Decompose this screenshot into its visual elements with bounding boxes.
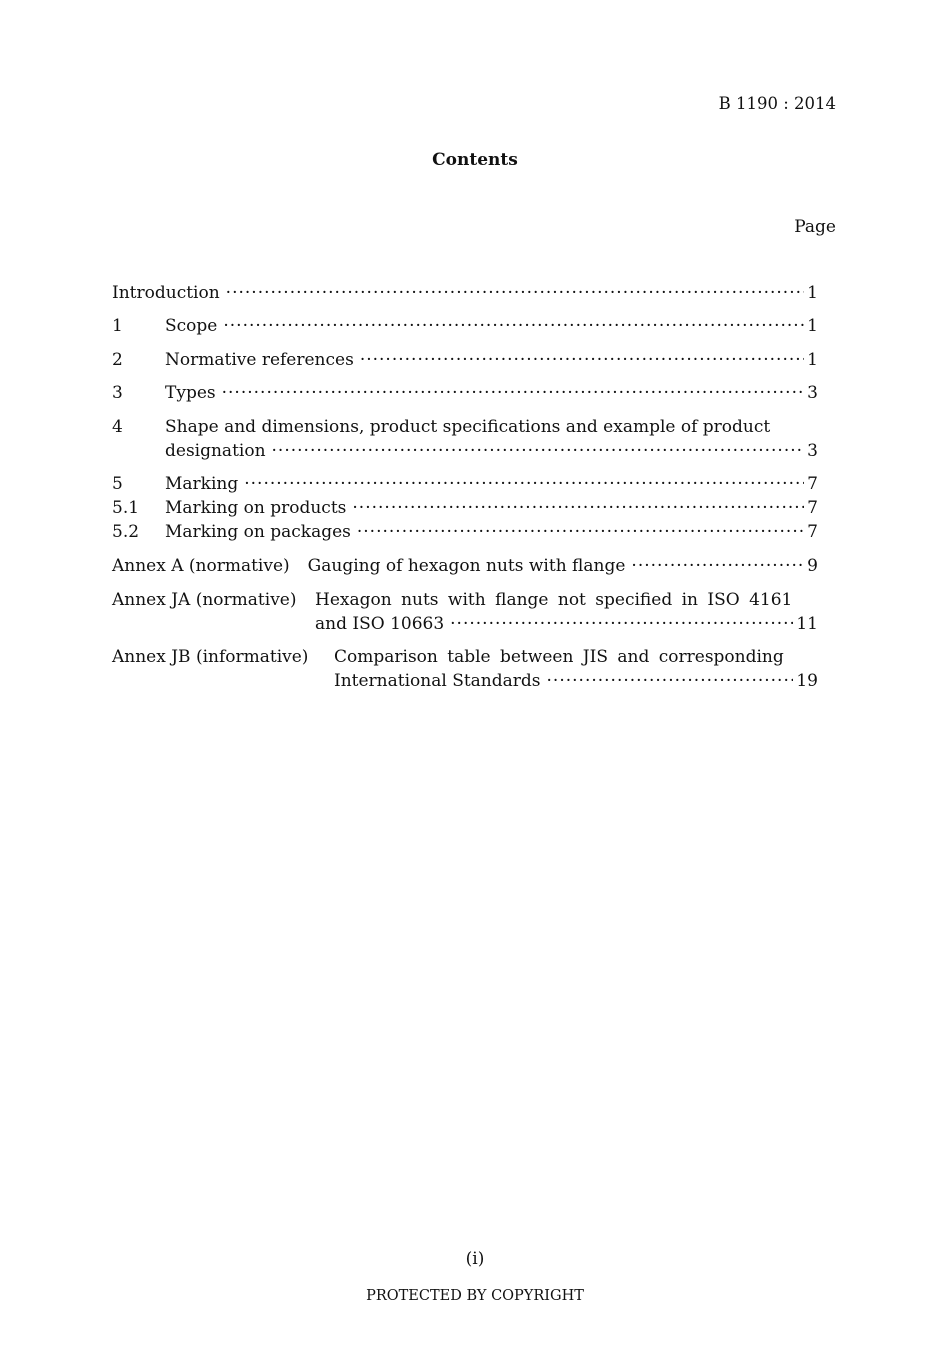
toc-entry-shape-dimensions[interactable] bbox=[112, 417, 818, 437]
toc-label-line2: and ISO 10663 bbox=[315, 614, 445, 634]
toc-label: Marking bbox=[165, 474, 239, 494]
toc-leader-dots bbox=[244, 474, 804, 494]
toc-section-number: 2 bbox=[112, 350, 123, 370]
toc-page-number: 3 bbox=[807, 441, 818, 461]
toc-entry-annex-ja[interactable] bbox=[112, 590, 818, 610]
toc-entry-introduction[interactable] bbox=[112, 283, 818, 303]
toc-label-line2: International Standards bbox=[334, 671, 541, 691]
toc-label: Scope bbox=[165, 316, 218, 336]
toc-section-number: 3 bbox=[112, 383, 123, 403]
toc-entry-annex-ja-cont[interactable] bbox=[315, 614, 818, 634]
toc-entry-annex-jb[interactable] bbox=[112, 647, 818, 667]
toc-label: Marking on products bbox=[165, 498, 347, 518]
toc-entry-marking-on-packages[interactable] bbox=[112, 522, 818, 542]
toc-label-line1: Comparison table between JIS and corresponding bbox=[334, 647, 784, 667]
page-number: (i) bbox=[465, 1249, 485, 1269]
toc-leader-dots bbox=[360, 350, 804, 370]
toc-label: Marking on packages bbox=[165, 522, 351, 542]
toc-annex-prefix: Annex A (normative) bbox=[112, 556, 290, 576]
toc-page-number: 11 bbox=[796, 614, 818, 634]
toc-leader-dots bbox=[272, 441, 805, 461]
toc-leader-dots bbox=[226, 283, 805, 303]
toc-leader-dots bbox=[223, 316, 804, 336]
toc-page-number: 1 bbox=[807, 283, 818, 303]
page-column-label: Page bbox=[794, 217, 836, 237]
toc-section-number: 4 bbox=[112, 417, 123, 437]
toc-leader-dots bbox=[631, 556, 804, 576]
toc-label: Gauging of hexagon nuts with flange bbox=[307, 556, 626, 576]
toc-entry-marking-on-products[interactable] bbox=[112, 498, 818, 518]
toc-label: Normative references bbox=[165, 350, 354, 370]
toc-label-line2: designation bbox=[165, 441, 266, 461]
toc-section-number: 5.2 bbox=[112, 522, 140, 542]
toc-leader-dots bbox=[450, 614, 793, 634]
toc-page-number: 1 bbox=[807, 350, 818, 370]
toc-page-number: 7 bbox=[807, 498, 818, 518]
toc-page-number: 1 bbox=[807, 316, 818, 336]
copyright-notice: PROTECTED BY COPYRIGHT bbox=[366, 1288, 584, 1304]
toc-label-line1: Hexagon nuts with flange not specified in ISO 4161 bbox=[315, 590, 793, 610]
toc-page-number: 9 bbox=[807, 556, 818, 576]
toc-leader-dots bbox=[222, 383, 805, 403]
toc-entry-types[interactable] bbox=[112, 383, 818, 403]
toc-page-number: 19 bbox=[796, 671, 818, 691]
toc-label: Introduction bbox=[112, 283, 220, 303]
page-title: Contents bbox=[432, 150, 518, 170]
toc-section-number: 5.1 bbox=[112, 498, 140, 518]
toc-entry-marking[interactable] bbox=[112, 474, 818, 494]
toc-leader-dots bbox=[357, 522, 804, 542]
toc-annex-prefix: Annex JB (informative) bbox=[112, 647, 309, 667]
toc-page-number: 7 bbox=[807, 522, 818, 542]
toc-label-line1: Shape and dimensions, product specifications and example of product bbox=[165, 417, 771, 437]
toc-page-number: 3 bbox=[807, 383, 818, 403]
toc-leader-dots bbox=[352, 498, 804, 518]
standard-number: B 1190 : 2014 bbox=[718, 94, 836, 113]
toc-entry-shape-dimensions-cont[interactable] bbox=[112, 441, 818, 461]
toc-label: Types bbox=[165, 383, 216, 403]
toc-leader-dots bbox=[547, 671, 794, 691]
toc-entry-annex-a[interactable] bbox=[112, 556, 818, 576]
toc-page-number: 7 bbox=[807, 474, 818, 494]
toc-entry-annex-jb-cont[interactable] bbox=[334, 671, 818, 691]
toc-annex-prefix: Annex JA (normative) bbox=[112, 590, 297, 610]
toc-entry-scope[interactable] bbox=[112, 316, 818, 336]
toc-entry-normative-references[interactable] bbox=[112, 350, 818, 370]
toc-section-number: 1 bbox=[112, 316, 123, 336]
toc-section-number: 5 bbox=[112, 474, 123, 494]
